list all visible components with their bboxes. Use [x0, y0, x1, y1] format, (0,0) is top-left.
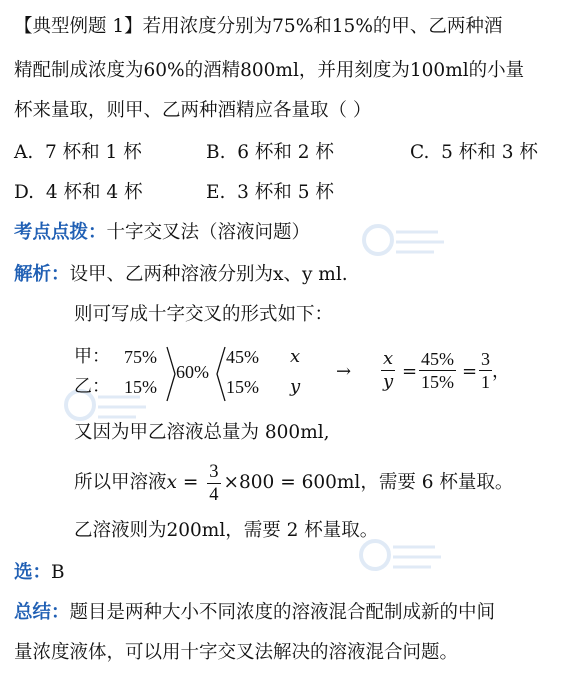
label-yi: 乙：: [74, 376, 110, 397]
option-key: C.: [410, 142, 430, 163]
fraction-3-over-1: [479, 348, 492, 393]
option-e: [206, 180, 334, 206]
choice-answer: B: [51, 562, 65, 583]
summary-label: 总结：: [14, 602, 70, 623]
equals-sign: =: [462, 361, 478, 382]
frac-1: 1: [481, 372, 490, 392]
frac-15: 15%: [421, 372, 454, 392]
line4-equals: =: [182, 472, 199, 493]
problem-text: 若用浓度分别为75%和15%的甲、乙两种酒: [142, 16, 503, 37]
var-x: x: [290, 346, 301, 367]
keypoint-text: 十字交叉法（溶液问题）: [106, 222, 311, 243]
frac-den-4: 4: [209, 484, 219, 505]
frac-y: y: [382, 371, 394, 392]
fraction-3-over-4: [207, 461, 220, 506]
var-y: y: [290, 376, 301, 397]
problem-line-2: 精配制成浓度为60%的酒精800ml，并用刻度为100ml的小量: [14, 60, 525, 81]
problem-line-3: 杯来量取，则甲、乙两种酒精应各量取（ ）: [14, 100, 372, 121]
choice-line: [14, 560, 65, 586]
conc-60: 60%: [176, 362, 209, 382]
option-key: B.: [206, 142, 226, 163]
cross-matrix: [74, 342, 554, 408]
analysis-line-4: [74, 458, 513, 508]
left-angle-bracket: [216, 346, 226, 402]
analysis-line-5: 乙溶液则为200ml，需要 2 杯量取。: [74, 520, 379, 541]
option-key: D.: [14, 182, 35, 203]
diff-15: 15%: [226, 377, 259, 397]
frac-3: 3: [481, 349, 490, 369]
fraction-45-over-15: [419, 348, 456, 393]
choice-label: 选：: [14, 562, 52, 583]
conc-15: 15%: [124, 377, 157, 397]
comma: ，: [492, 361, 510, 382]
frac-x: x: [383, 348, 394, 369]
frac-num-3: 3: [209, 461, 219, 482]
option-text: 6 杯和 2 杯: [237, 142, 334, 163]
arrow-icon: →: [336, 361, 352, 382]
equals-sign: =: [402, 361, 418, 382]
line4-suffix: ×800 = 600ml，需要 6 杯量取。: [223, 472, 514, 493]
analysis-line-3: 又因为甲乙溶液总量为 800ml,: [74, 422, 330, 443]
option-b: [206, 140, 334, 166]
option-key: E.: [206, 182, 226, 203]
line4-x: x: [166, 472, 177, 493]
analysis-text: 设甲、乙两种溶液分别为x、y ml.: [69, 264, 348, 285]
conc-75: 75%: [124, 347, 157, 367]
diff-45: 45%: [226, 347, 259, 367]
option-a: [14, 140, 142, 166]
summary-text: 题目是两种大小不同浓度的溶液混合配制成新的中间: [69, 602, 496, 623]
summary-line-2: 量浓度液体，可以用十字交叉法解决的溶液混合问题。: [14, 642, 459, 663]
option-text: 7 杯和 1 杯: [45, 142, 142, 163]
option-d: [14, 180, 143, 206]
line4-prefix: 所以甲溶液: [74, 472, 167, 493]
problem-line-1: [14, 14, 502, 40]
frac-45: 45%: [421, 349, 454, 369]
keypoint-label: 考点点拨：: [14, 222, 107, 243]
option-c: [410, 140, 538, 166]
analysis-line-1: [14, 262, 348, 288]
option-text: 5 杯和 3 杯: [441, 142, 538, 163]
fraction-x-over-y: [381, 348, 395, 393]
label-jia: 甲：: [74, 346, 110, 367]
right-angle-bracket: [166, 346, 176, 402]
problem-heading: 【典型例题 1】: [14, 16, 143, 37]
option-text: 3 杯和 5 杯: [237, 182, 334, 203]
option-key: A.: [14, 142, 34, 163]
option-text: 4 杯和 4 杯: [45, 182, 143, 203]
analysis-line-2: 则可写成十字交叉的形式如下：: [74, 304, 334, 325]
logo-watermark-icon: [358, 220, 448, 260]
summary-line-1: [14, 600, 495, 626]
keypoint-line: [14, 220, 310, 246]
analysis-label: 解析：: [14, 264, 70, 285]
